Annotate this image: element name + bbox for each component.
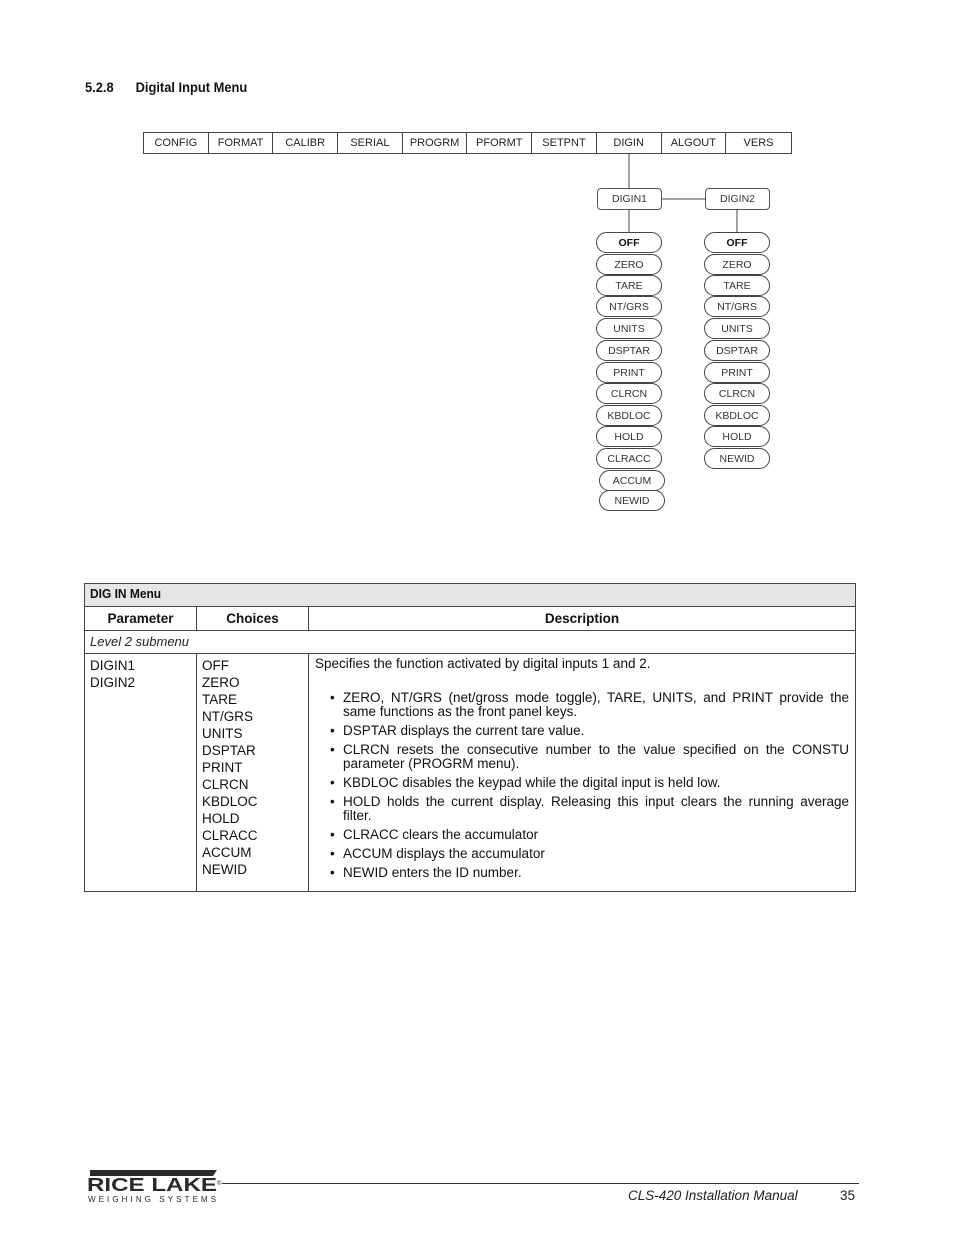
digin2-option-hold: HOLD	[704, 426, 770, 447]
description-intro: Specifies the function activated by digital inputs 1 and 2.	[315, 656, 651, 671]
digin2-option-off: OFF	[704, 232, 770, 253]
footer-page-number: 35	[840, 1188, 856, 1203]
parameters-cell	[85, 654, 197, 892]
description-bullet	[315, 724, 849, 738]
choice-item: CLRCN	[202, 777, 249, 792]
rice-lake-logo	[87, 1167, 222, 1207]
choice-item: PRINT	[202, 760, 243, 775]
digin1-option-clracc: CLRACC	[596, 448, 662, 469]
bullet-icon: •	[330, 846, 335, 861]
choice-item: ACCUM	[202, 845, 252, 860]
digin2-option-print: PRINT	[704, 362, 770, 383]
description-bullet	[315, 776, 849, 790]
logo-registered-mark: ®	[217, 1181, 222, 1187]
digin1-option-kbdloc: KBDLOC	[596, 405, 662, 426]
bullet-text: CLRCN resets the consecutive number to the value specified on the CONSTU parameter (PROGRM menu).	[343, 742, 849, 771]
logo-main-text: RICE LAKE	[87, 1175, 217, 1195]
table-title: DIG IN Menu	[85, 584, 856, 607]
menu-item-pformt: PFORMT	[467, 133, 532, 153]
digin1-option-units: UNITS	[596, 318, 662, 339]
description-bullet	[315, 847, 849, 861]
digin2-option-nt-grs: NT/GRS	[704, 296, 770, 317]
description-bullets	[315, 691, 849, 880]
menu-bar	[143, 132, 792, 154]
footer-manual-title: CLS-420 Installation Manual	[628, 1188, 798, 1203]
choice-item: DSPTAR	[202, 743, 256, 758]
bullet-text: KBDLOC disables the keypad while the digital input is held low.	[343, 775, 721, 790]
level-2-submenu-label: Level 2 submenu	[85, 631, 856, 654]
digin2-option-kbdloc: KBDLOC	[704, 405, 770, 426]
menu-item-progrm: PROGRM	[403, 133, 468, 153]
menu-item-setpnt: SETPNT	[532, 133, 597, 153]
header-description: Description	[309, 607, 856, 631]
footer-rule	[222, 1183, 859, 1184]
choice-item: CLRACC	[202, 828, 258, 843]
bullet-text: ACCUM displays the accumulator	[343, 846, 545, 861]
choice-item: NT/GRS	[202, 709, 254, 724]
choice-item: OFF	[202, 658, 229, 673]
bullet-icon: •	[330, 794, 335, 809]
menu-item-serial: SERIAL	[338, 133, 403, 153]
bullet-text: CLRACC clears the accumulator	[343, 827, 539, 842]
parameter-item: DIGIN1	[90, 658, 136, 673]
description-bullet	[315, 828, 849, 842]
digin1-node: DIGIN1	[597, 188, 662, 210]
parameter-item: DIGIN2	[90, 675, 136, 690]
bullet-icon: •	[330, 723, 335, 738]
description-bullet	[315, 795, 849, 823]
digin2-node: DIGIN2	[705, 188, 770, 210]
choice-item: UNITS	[202, 726, 243, 741]
description-bullet	[315, 866, 849, 880]
digin1-option-clrcn: CLRCN	[596, 383, 662, 404]
bullet-icon: •	[330, 742, 335, 757]
digin2-option-units: UNITS	[704, 318, 770, 339]
menu-item-format: FORMAT	[209, 133, 274, 153]
description-cell	[309, 654, 856, 892]
bullet-icon: •	[330, 827, 335, 842]
choice-item: NEWID	[202, 862, 247, 877]
digin1-option-zero: ZERO	[596, 254, 662, 275]
bullet-text: NEWID enters the ID number.	[343, 865, 522, 880]
section-heading	[85, 79, 247, 95]
digin1-option-nt-grs: NT/GRS	[596, 296, 662, 317]
digin1-option-hold: HOLD	[596, 426, 662, 447]
menu-item-calibr: CALIBR	[273, 133, 338, 153]
digin1-option-dsptar: DSPTAR	[596, 340, 662, 361]
menu-item-digin: DIGIN	[597, 133, 662, 153]
digin2-option-dsptar: DSPTAR	[704, 340, 770, 361]
digin1-option-off: OFF	[596, 232, 662, 253]
bullet-icon: •	[330, 775, 335, 790]
section-title: Digital Input Menu	[135, 79, 248, 95]
choices-cell	[197, 654, 309, 892]
bullet-text: HOLD holds the current display. Releasing this input clears the running average filter.	[343, 794, 849, 823]
choice-item: HOLD	[202, 811, 240, 826]
digin1-option-newid: NEWID	[599, 490, 665, 511]
digin1-option-tare: TARE	[596, 275, 662, 296]
digin2-option-clrcn: CLRCN	[704, 383, 770, 404]
logo-sub-text: WEIGHING SYSTEMS	[88, 1195, 216, 1204]
choice-item: ZERO	[202, 675, 240, 690]
menu-item-vers: VERS	[726, 133, 791, 153]
dig-in-menu-table	[84, 583, 856, 892]
bullet-icon: •	[330, 690, 335, 705]
bullet-text: ZERO, NT/GRS (net/gross mode toggle), TARE, UNITS, and PRINT provide the same functions as the front panel keys.	[343, 690, 849, 719]
digin1-option-accum: ACCUM	[599, 470, 665, 491]
digin2-option-zero: ZERO	[704, 254, 770, 275]
header-choices: Choices	[197, 607, 309, 631]
menu-item-algout: ALGOUT	[662, 133, 727, 153]
digin2-option-newid: NEWID	[704, 448, 770, 469]
bullet-text: DSPTAR displays the current tare value.	[343, 723, 585, 738]
digin2-option-tare: TARE	[704, 275, 770, 296]
bullet-icon: •	[330, 865, 335, 880]
digin1-option-print: PRINT	[596, 362, 662, 383]
header-parameter: Parameter	[85, 607, 197, 631]
description-bullet	[315, 691, 849, 719]
choice-item: TARE	[202, 692, 238, 707]
description-bullet	[315, 743, 849, 771]
section-number: 5.2.8	[85, 79, 114, 95]
menu-item-config: CONFIG	[144, 133, 209, 153]
choice-item: KBDLOC	[202, 794, 258, 809]
